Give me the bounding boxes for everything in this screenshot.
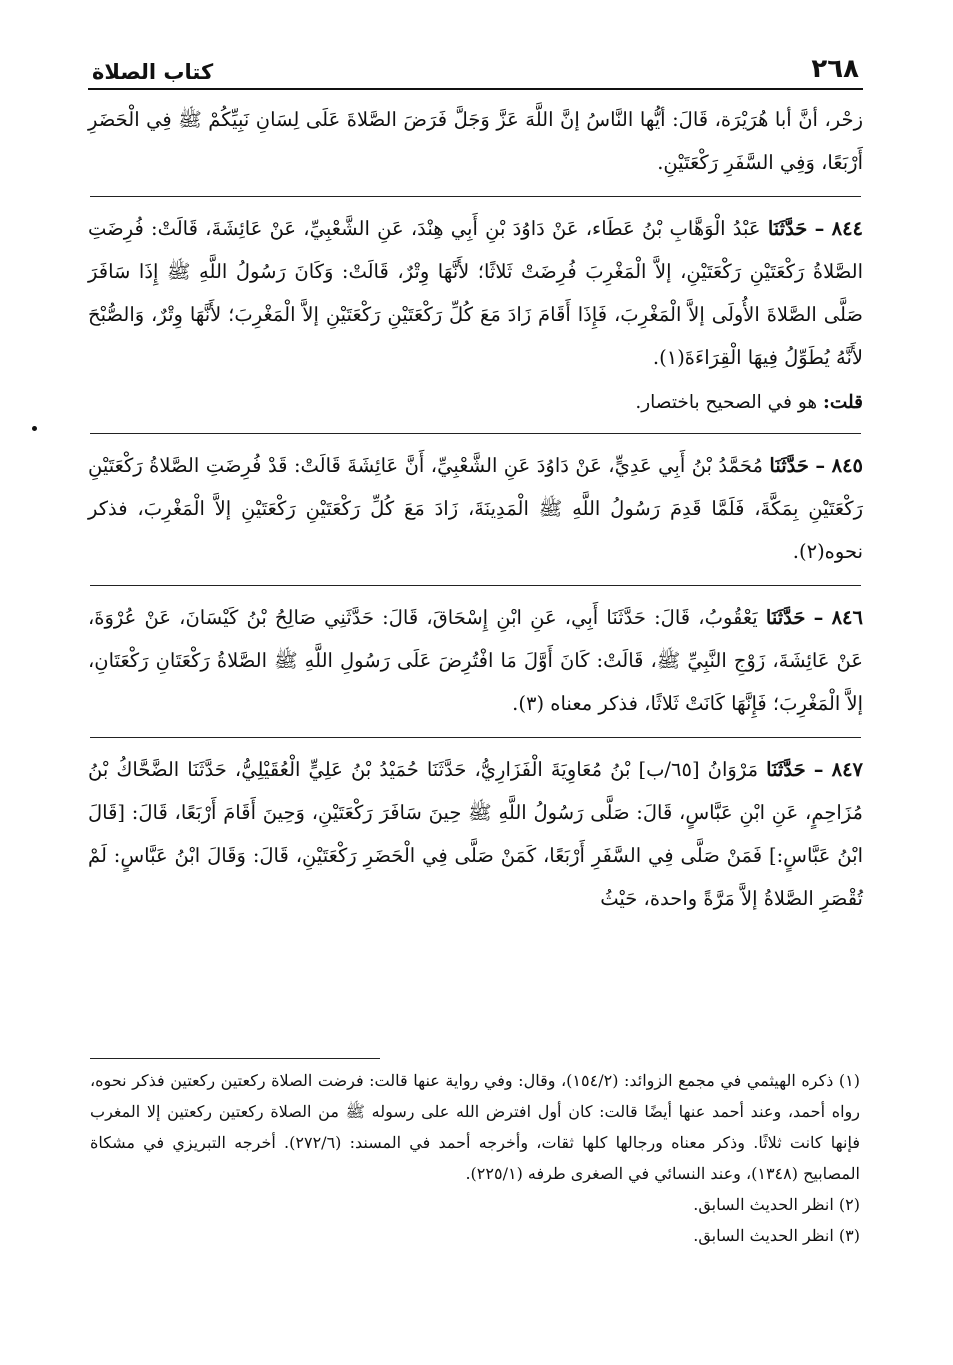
hadith-text: مَرْوَانُ [٦٥/ب] بْنُ مُعَاوِيَةَ الْفَزَارِيُّ، حَدَّثَنَا حُمَيْدُ بْنُ عَلِيٍّ الْعُقَيْلِيُّ، حَدَّثَنَا الضَّحَّاكُ بْنُ مُزَاحِمٍ، عَنِ ابْنِ عَبَّاسٍ، قَالَ: صَلَّى رَسُولُ اللَّهِ ﷺ حِينَ سَافَرَ رَكْعَتَيْنِ، وَحِينَ أَقَامَ أَرْبَعًا، قَالَ: [قَالَ ابْنُ عَبَّاسٍ:] فَمَنْ صَلَّى فِي السَّفَرِ أَرْبَعًا، كَمَنْ صَلَّى فِي الْحَضَرِ رَكْعَتَيْنِ، قَالَ: وَقَالَ ابْنُ عَبَّاسٍ: لَمْ تُقْصَرِ الصَّلاةُ إلاَّ مَرَّةً واحدة، حَيْثُ: [88, 758, 863, 910]
hadith-opening: حَدَّثَنَا: [767, 217, 808, 240]
hadith-dash: –: [813, 606, 824, 629]
footnotes-section: [90, 1058, 860, 1251]
hadith-opening: حَدَّثَنَا: [769, 454, 809, 477]
hadith-847: [88, 748, 863, 920]
page-body: [88, 44, 863, 920]
running-title: كتاب الصلاة: [92, 60, 214, 84]
footnote-2: (٢) انظر الحديث السابق.: [693, 1195, 860, 1214]
margin-dot: [32, 426, 37, 431]
hadith-number: ٨٤٧: [831, 758, 864, 781]
footnote-3: (٣) انظر الحديث السابق.: [693, 1226, 860, 1245]
hadith-text: عَبْدُ الْوَهَّابِ بْنُ عَطَاء، عَنْ دَاوُدَ بْنِ أَبِي هِنْدَ، عَنِ الشَّعْبِيِّ، عَنْ عَائِشَةَ، قَالَتْ: فُرِضَتِ الصَّلاةُ رَكْعَتَيْنِ رَكْعَتَيْنِ، إلاَّ الْمَغْرِبَ فُرِضَتْ ثَلاثًا؛ لأَنَّهَا وِتْرٌ، قَالَتْ: وَكَانَ رَسُولُ اللَّهِ ﷺ إِذَا سَافَرَ صَلَّى الصَّلاةَ الأُولَى إلاَّ الْمَغْرِبَ، فَإِذَا أَقَامَ زَادَ مَعَ كُلِّ رَكْعَتَيْنِ رَكْعَتَيْنِ إلاَّ الْمَغْرِبَ؛ لأَنَّهَا وِتْرٌ، وَالصُّبْحَ لأَنَّهُ يُطَوِّلُ فِيهَا الْقِرَاءَةَ(١).: [88, 217, 863, 369]
hadith-number: ٨٤٥: [831, 454, 864, 477]
footnotes: [90, 1065, 860, 1251]
hadith-dash: –: [813, 758, 824, 781]
hadith-number: ٨٤٤: [831, 217, 864, 240]
scholar-note: [88, 385, 863, 421]
page-header: [88, 44, 863, 90]
hadith-text: مُحَمَّدُ بْنُ أَبِي عَدِيٍّ، عَنْ دَاوُدَ عَنِ الشَّعْبِيِّ، أَنَّ عَائِشَةَ قَالَتْ: قَدْ فُرِضَتِ الصَّلاةُ رَكْعَتَيْنِ رَكْعَتَيْنِ بِمَكَّةَ، فَلَمَّا قَدِمَ رَسُولُ اللَّهِ ﷺ الْمَدِينَةَ، زَادَ مَعَ كُلِّ رَكْعَتَيْنِ رَكْعَتَيْنِ إلاَّ الْمَغْرِبَ، فذكر نحوه(٢).: [88, 454, 863, 563]
hadith-number: ٨٤٦: [831, 606, 863, 629]
note-label: قلت:: [823, 392, 863, 413]
main-text: [88, 98, 863, 920]
paragraph-divider: [90, 196, 861, 197]
paragraph-divider: [90, 585, 861, 586]
hadith-dash: –: [815, 454, 826, 477]
hadith-845: [88, 444, 863, 573]
page-number: ٢٦٨: [811, 54, 859, 84]
hadith-844: [88, 207, 863, 379]
paragraph-divider: [90, 433, 861, 434]
hadith-dash: –: [814, 217, 825, 240]
hadith-opening: حَدَّثَنَا: [766, 758, 806, 781]
note-text: هو في الصحيح باختصار.: [635, 392, 818, 413]
intro-paragraph: زحْر، أنَّ أبا هُرَيْرَة، قَالَ: أيُّها النَّاسُ إنَّ اللَّهَ عَزَّ وَجَلَّ فَرَضَ الصَّلاةَ عَلَى لِسَانِ نَبِيِّكُمْ ﷺ فِي الْحَضَرِ أَرْبَعًا، وَفِي السَّفَرِ رَكْعَتَيْنِ.: [88, 108, 863, 174]
footnote-1: (١) ذكره الهيثمي في مجمع الزوائد: (١٥٤/٢)، وقال: وفي رواية عنها قالت: فرضت الصلاة ركعتين ركعتين فذكر نحوه، رواه أحمد، وعند أحمد عنها أيضًا قالت: كان أول افترض الله على رسوله ﷺ من الصلاة ركعتين ركعتين إلا المغرب فإنها كانت ثلاثًا. وذكر معناه ورجالها كلها ثقات، وأخرجه أحمد في المسند: (٢٧٢/٦). أخرجه التبريزي في مشكاة المصابيح (١٣٤٨)، وعند النسائي في الصغرى طرفه (٢٢٥/١).: [90, 1071, 860, 1183]
footnote-separator: [90, 1058, 380, 1059]
hadith-846: [88, 596, 863, 725]
paragraph-divider: [90, 737, 861, 738]
hadith-opening: حَدَّثَنَا: [765, 606, 806, 629]
hadith-text: يَعْقُوبُ، قَالَ: حَدَّثَنَا أَبِي، عَنِ ابْنِ إِسْحَاقَ، قَالَ: حَدَّثَنِي صَالِحُ بْنُ كَيْسَانَ، عَنْ عُرْوَةَ، عَنْ عَائِشَةَ، زَوْجِ النَّبِيِّ ﷺ، قَالَتْ: كَانَ أَوَّلَ مَا افْتُرِضَ عَلَى رَسُولِ اللَّهِ ﷺ الصَّلاةُ رَكْعَتَانِ رَكْعَتَانِ، إلاَّ الْمَغْرِبَ؛ فَإِنَّهَا كَانَتْ ثَلاثًا، فذكر معناه (٣).: [88, 606, 863, 715]
